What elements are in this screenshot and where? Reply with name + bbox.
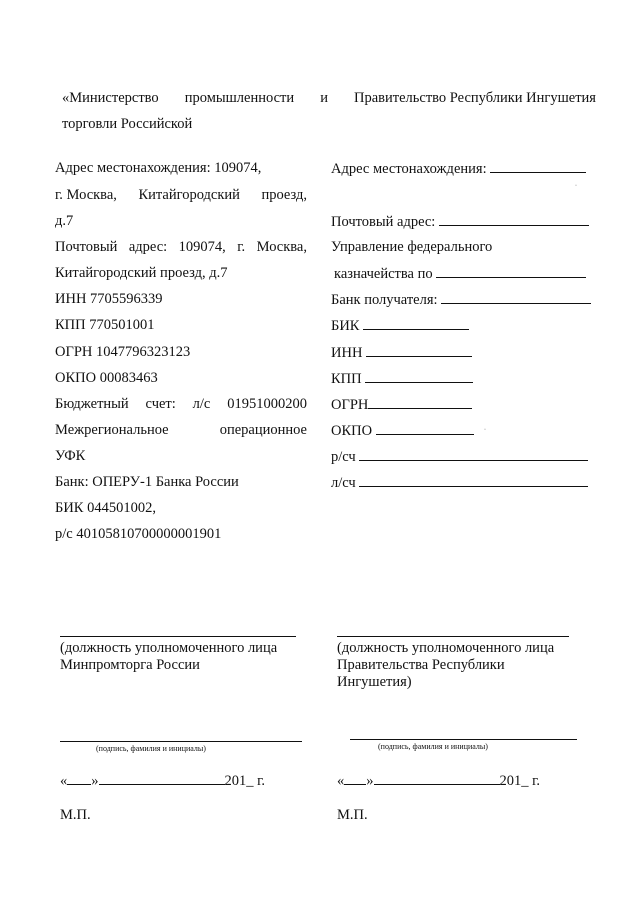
left-date-day-blank xyxy=(67,772,91,785)
left-okpo: ОКПО 00083463 xyxy=(55,370,158,386)
left-address-city: г. Москва, xyxy=(55,187,117,203)
date-quote-close: » xyxy=(91,773,99,789)
right-postal xyxy=(331,213,589,231)
header-word: промышленности xyxy=(184,90,295,106)
right-rs-blank xyxy=(359,448,588,461)
right-address xyxy=(331,160,586,178)
left-kpp: КПП 770501001 xyxy=(55,317,155,333)
left-inn: ИНН 7705596339 xyxy=(55,291,163,307)
left-date-month-blank xyxy=(99,772,225,785)
right-date-year: 201_ г. xyxy=(499,773,541,789)
left-postal-word: адрес: xyxy=(128,239,168,255)
left-postal-line2: Китайгородский проезд, д.7 xyxy=(55,265,228,281)
left-position-caption1: (должность уполномоченного лица xyxy=(60,640,278,656)
left-account: р/с 40105810700000001901 xyxy=(55,526,222,542)
left-ufk: УФК xyxy=(55,448,86,464)
right-okpo xyxy=(331,422,474,440)
right-ls-label: л/сч xyxy=(331,475,356,491)
left-postal-line1 xyxy=(55,239,307,256)
date-quote-close: » xyxy=(366,773,374,789)
right-treasury-label: казначейства по xyxy=(334,266,433,282)
left-stamp-place: М.П. xyxy=(60,807,91,823)
left-address-line1: Адрес местонахождения: 109074, xyxy=(55,160,262,176)
right-kpp xyxy=(331,370,473,388)
right-bank xyxy=(331,291,591,309)
right-inn-label: ИНН xyxy=(331,345,363,361)
header-word: Правительство Республики Ингушетия xyxy=(354,90,596,106)
left-postal-word: г. xyxy=(237,239,246,255)
right-address-label: Адрес местонахождения: xyxy=(331,161,487,177)
left-date-year: 201_ г. xyxy=(224,773,266,789)
right-signature-caption: (подпись, фамилия и инициалы) xyxy=(378,742,488,751)
left-address-line2 xyxy=(55,187,307,204)
left-postal-word: 109074, xyxy=(178,239,226,255)
right-position-caption3: Ингушетия) xyxy=(337,674,412,690)
right-bik-label: БИК xyxy=(331,318,360,334)
right-date-month-blank xyxy=(374,772,500,785)
left-bank: Банк: ОПЕРУ-1 Банка России xyxy=(55,474,239,490)
left-ogrn: ОГРН 1047796323123 xyxy=(55,344,191,360)
right-date-day-blank xyxy=(344,772,366,785)
stray-mark: · xyxy=(484,427,486,433)
right-rs-label: р/сч xyxy=(331,449,356,465)
left-signature-caption: (подпись, фамилия и инициалы) xyxy=(96,744,206,753)
left-interregional-word: операционное xyxy=(219,422,307,438)
left-budget-word: счет: xyxy=(145,396,176,412)
date-quote-open: « xyxy=(60,773,68,789)
left-position-caption2: Минпромторга России xyxy=(60,657,200,673)
left-address-line3: д.7 xyxy=(55,213,74,229)
right-kpp-blank xyxy=(365,370,473,383)
left-address-street: Китайгородский xyxy=(138,187,240,203)
left-budget-word: л/с xyxy=(192,396,211,412)
right-postal-blank xyxy=(439,213,589,226)
right-postal-label: Почтовый адрес: xyxy=(331,214,436,230)
right-okpo-blank xyxy=(376,422,474,435)
left-budget-account xyxy=(55,396,307,413)
right-date xyxy=(337,772,540,790)
right-treasury-line2 xyxy=(334,265,586,283)
left-interregional xyxy=(55,422,307,439)
right-position-line xyxy=(337,636,569,637)
right-ls-blank xyxy=(359,474,588,487)
right-bank-label: Банк получателя: xyxy=(331,292,438,308)
left-address-street-type: проезд, xyxy=(261,187,307,203)
right-ogrn-label: ОГРН xyxy=(331,397,369,413)
left-date xyxy=(60,772,265,790)
right-stamp-place: М.П. xyxy=(337,807,368,823)
right-treasury-line1: Управление федерального xyxy=(331,239,493,255)
right-ogrn xyxy=(331,396,472,414)
left-signature-line xyxy=(60,741,302,742)
right-inn xyxy=(331,344,472,362)
right-treasury-blank xyxy=(436,265,586,278)
agreement-header-line1 xyxy=(62,90,596,107)
right-ls xyxy=(331,474,588,492)
agreement-header-line2: торговли Российской xyxy=(62,116,193,132)
left-bik: БИК 044501002, xyxy=(55,500,156,516)
right-signature-line xyxy=(350,739,577,740)
left-interregional-word: Межрегиональное xyxy=(55,422,169,438)
header-word: и xyxy=(320,90,328,106)
right-position-caption1: (должность уполномоченного лица xyxy=(337,640,555,656)
left-budget-word: Бюджетный xyxy=(55,396,129,412)
right-okpo-label: ОКПО xyxy=(331,423,373,439)
left-position-line xyxy=(60,636,296,637)
right-bik xyxy=(331,317,469,335)
right-address-blank xyxy=(490,160,586,173)
header-word: «Министерство xyxy=(62,90,159,106)
stray-mark: · xyxy=(575,183,577,189)
date-quote-open: « xyxy=(337,773,345,789)
left-postal-word: Почтовый xyxy=(55,239,118,255)
right-inn-blank xyxy=(366,344,472,357)
right-position-caption2: Правительства Республики xyxy=(337,657,505,673)
right-bik-blank xyxy=(363,317,469,330)
right-bank-blank xyxy=(441,291,591,304)
left-budget-word: 01951000200 xyxy=(227,396,307,412)
left-postal-word: Москва, xyxy=(256,239,307,255)
right-ogrn-blank xyxy=(368,396,472,409)
right-rs xyxy=(331,448,588,466)
right-kpp-label: КПП xyxy=(331,371,362,387)
